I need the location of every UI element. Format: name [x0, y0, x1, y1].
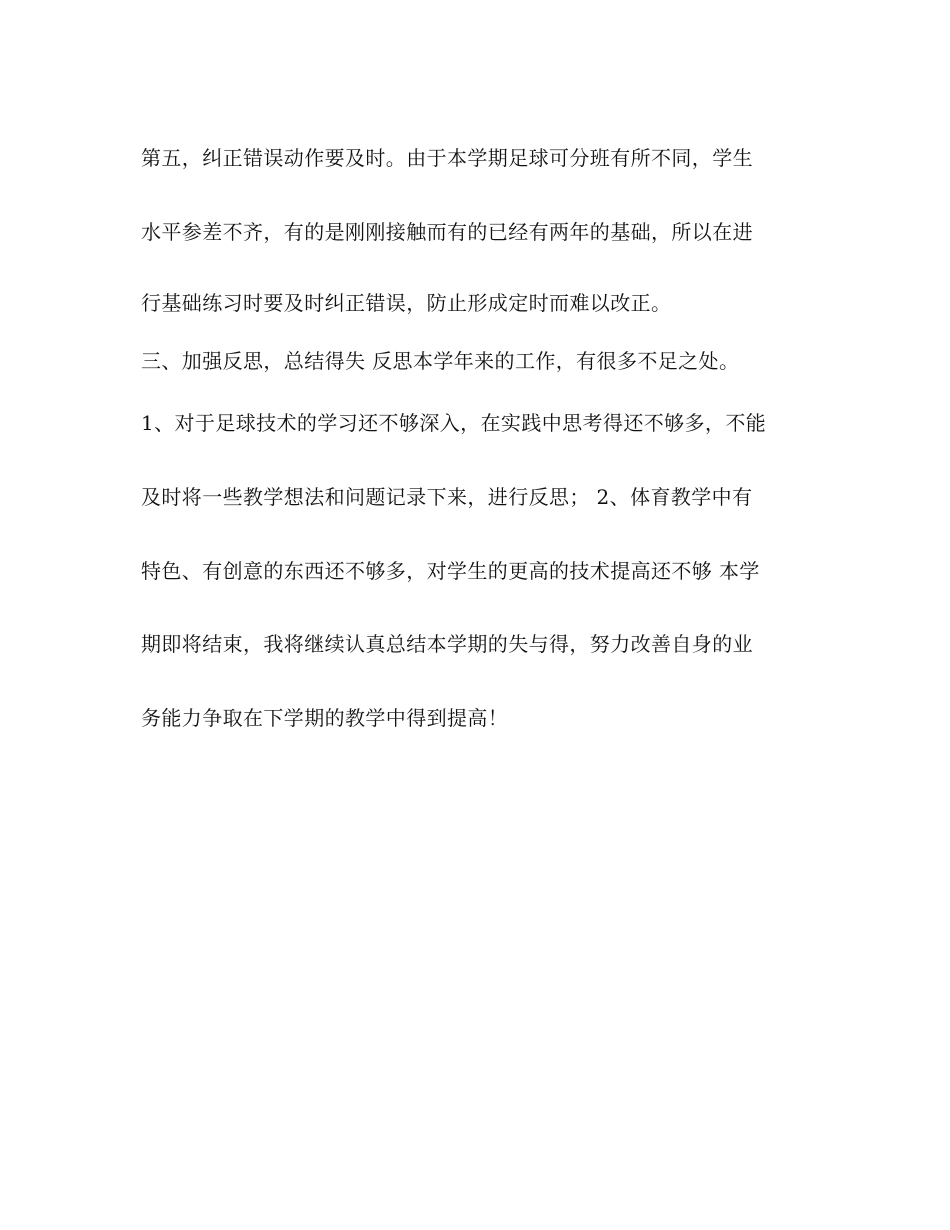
paragraph-line-9: 务能力争取在下学期的教学中得到提高！ — [141, 706, 509, 730]
paragraph-line-1: 第五，纠正错误动作要及时。由于本学期足球可分班有所不同，学生 — [141, 146, 753, 170]
paragraph-line-7: 特色、有创意的东西还不够多，对学生的更高的技术提高还不够 本学 — [141, 559, 760, 583]
paragraph-line-8: 期即将结束，我将继续认真总结本学期的失与得，努力改善自身的业 — [141, 632, 753, 656]
section-heading-line: 三、加强反思，总结得失 反思本学年来的工作，有很多不足之处。 — [141, 349, 740, 373]
paragraph-line-2: 水平参差不齐，有的是刚刚接触而有的已经有两年的基础，所以在进 — [141, 220, 753, 244]
paragraph-line-6: 及时将一些教学想法和问题记录下来，进行反思； 2、体育教学中有 — [141, 485, 753, 509]
paragraph-line-3: 行基础练习时要及时纠正错误，防止形成定时而难以改正。 — [141, 291, 672, 315]
paragraph-line-5: 1、对于足球技术的学习还不够深入，在实践中思考得还不够多，不能 — [141, 411, 767, 435]
